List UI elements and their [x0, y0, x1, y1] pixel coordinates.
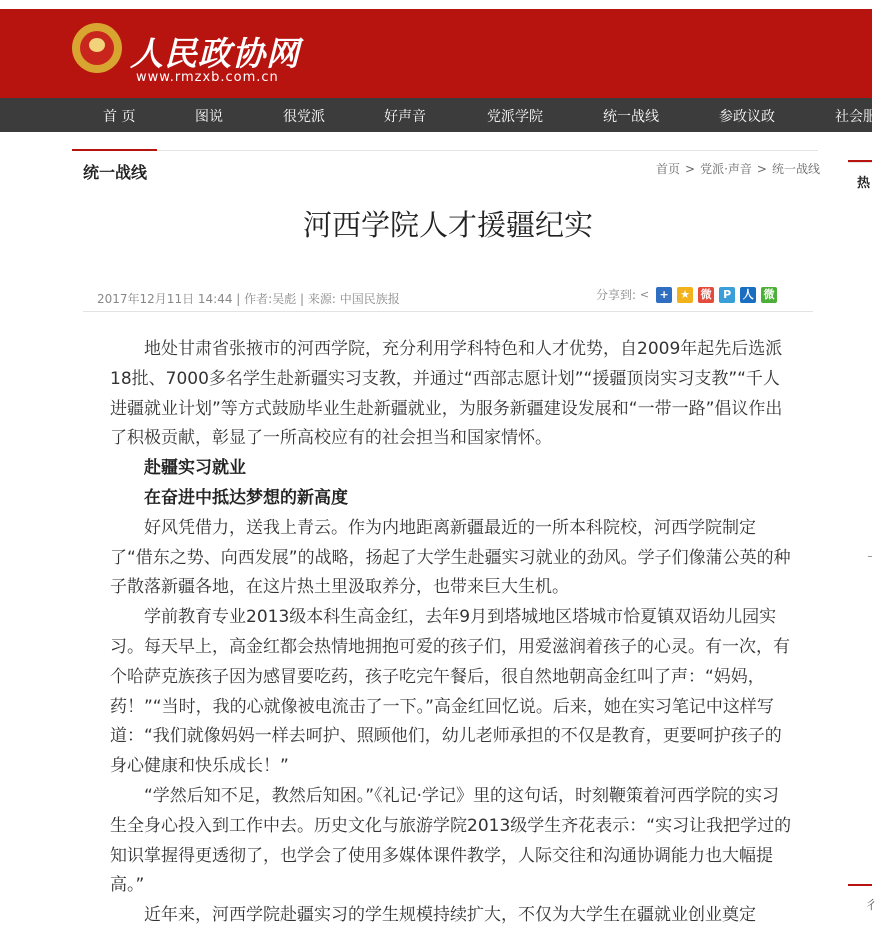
sidebar-bottom-title: 彳: [865, 898, 878, 912]
tencent-weibo-icon[interactable]: P: [719, 287, 735, 303]
section-title[interactable]: 统一战线: [83, 163, 148, 182]
section-divider: [72, 150, 818, 151]
nav-item-shehui[interactable]: 社会服: [835, 109, 877, 125]
article-subheading: 在奋进中抵达梦想的新高度: [144, 487, 348, 508]
main-nav: [0, 98, 877, 132]
article-body: [110, 335, 796, 931]
breadcrumb-dangpai[interactable]: 党派·声音: [700, 162, 752, 176]
sidebar-hot-divider: [848, 162, 872, 163]
site-logo-title[interactable]: 人民政协网: [130, 34, 300, 73]
nav-item-home[interactable]: 首 页: [103, 109, 136, 125]
share-bar: [596, 286, 777, 303]
cppcc-emblem-icon[interactable]: [72, 23, 122, 73]
share-plus-icon[interactable]: +: [656, 287, 672, 303]
qzone-icon[interactable]: ★: [677, 287, 693, 303]
article-paragraph: 学前教育专业2013级本科生高金红，去年9月到塔城地区塔城市恰夏镇双语幼儿园实习。每天早上，高金红都会热情地拥抱可爱的孩子们，用爱滋润着孩子的心灵。有一次，有个哈萨克族孩子因为感冒要吃药，孩子吃完午餐后，很自然地朝高金红叫了声：“妈妈，药！”“当时，我的心就像被电流击了一下。”高金红回忆说。后来，她在实习笔记中这样写道：“我们就像妈妈一样去呵护、照顾他们，幼儿老师承担的不仅是教育，更要呵护孩子的身心健康和快乐成长！”: [110, 607, 790, 777]
meta-divider: [83, 311, 813, 312]
sidebar-divider: [868, 556, 872, 557]
site-logo-url[interactable]: www.rmzxb.com.cn: [136, 70, 279, 85]
nav-item-hendangpai[interactable]: 很党派: [283, 109, 325, 125]
breadcrumb-tongyi[interactable]: 统一战线: [771, 162, 820, 176]
weibo-icon[interactable]: 微: [698, 287, 714, 303]
article-paragraph: “学然后知不足，教然后知困。”《礼记·学记》里的这句话，时刻鞭策着河西学院的实习生全身心投入到工作中去。历史文化与旅游学院2013级学生齐花表示：“实习让我把学过的知识掌握得更透彻了，也学会了使用多媒体课件教学，人际交往和沟通协调能力也大幅提高。”: [110, 785, 792, 896]
breadcrumb-separator: >: [756, 162, 767, 176]
nav-item-tongyi-zhanxian[interactable]: 统一战线: [603, 109, 659, 125]
article-title: 河西学院人才援疆纪实: [302, 208, 593, 242]
article-paragraph: 近年来，河西学院赴疆实习的学生规模持续扩大，不仅为大学生在疆就业创业奠定: [144, 905, 756, 926]
section-accent-bar: [72, 149, 157, 151]
nav-item-haoshengyin[interactable]: 好声音: [384, 109, 426, 125]
nav-item-canzheng-yizheng[interactable]: 参政议政: [719, 109, 775, 125]
article-paragraph: 地处甘肃省张掖市的河西学院，充分利用学科特色和人才优势，自2009年起先后选派18批、7000多名学生赴新疆实习支教，并通过“西部志愿计划”“援疆顶岗实习支教”“千人进疆就业计划”等方式鼓励毕业生赴新疆就业，为服务新疆建设发展和“一带一路”倡议作出了积极贡献，彰显了一所高校应有的社会担当和国家情怀。: [110, 339, 783, 449]
sidebar-hot-title: 热: [857, 176, 871, 191]
nav-item-tushuo[interactable]: 图说: [195, 109, 223, 125]
breadcrumb-separator: >: [685, 162, 696, 176]
top-strip: [0, 0, 872, 9]
share-label: 分享到:: [596, 288, 637, 302]
renren-icon[interactable]: 人: [740, 287, 756, 303]
breadcrumb-home[interactable]: 首页: [656, 162, 681, 176]
sidebar-bottom-accent: [848, 884, 872, 886]
article-subheading: 赴疆实习就业: [144, 458, 246, 479]
article-meta: 2017年12月11日 14:44 | 作者:吴彪 | 来源: 中国民族报: [97, 292, 400, 306]
article-paragraph: 好风凭借力，送我上青云。作为内地距离新疆最近的一所本科院校，河西学院制定了“借东之势、向西发展”的战略，扬起了大学生赴疆实习就业的劲风。学子们像蒲公英的种子散落新疆各地，在这片热土里汲取养分，也带来巨大生机。: [110, 517, 791, 598]
nav-item-dangpai-xueyuan[interactable]: 党派学院: [487, 109, 543, 125]
wechat-icon[interactable]: 微: [761, 287, 777, 303]
share-icon[interactable]: <: [639, 288, 650, 301]
breadcrumb: [656, 160, 820, 177]
